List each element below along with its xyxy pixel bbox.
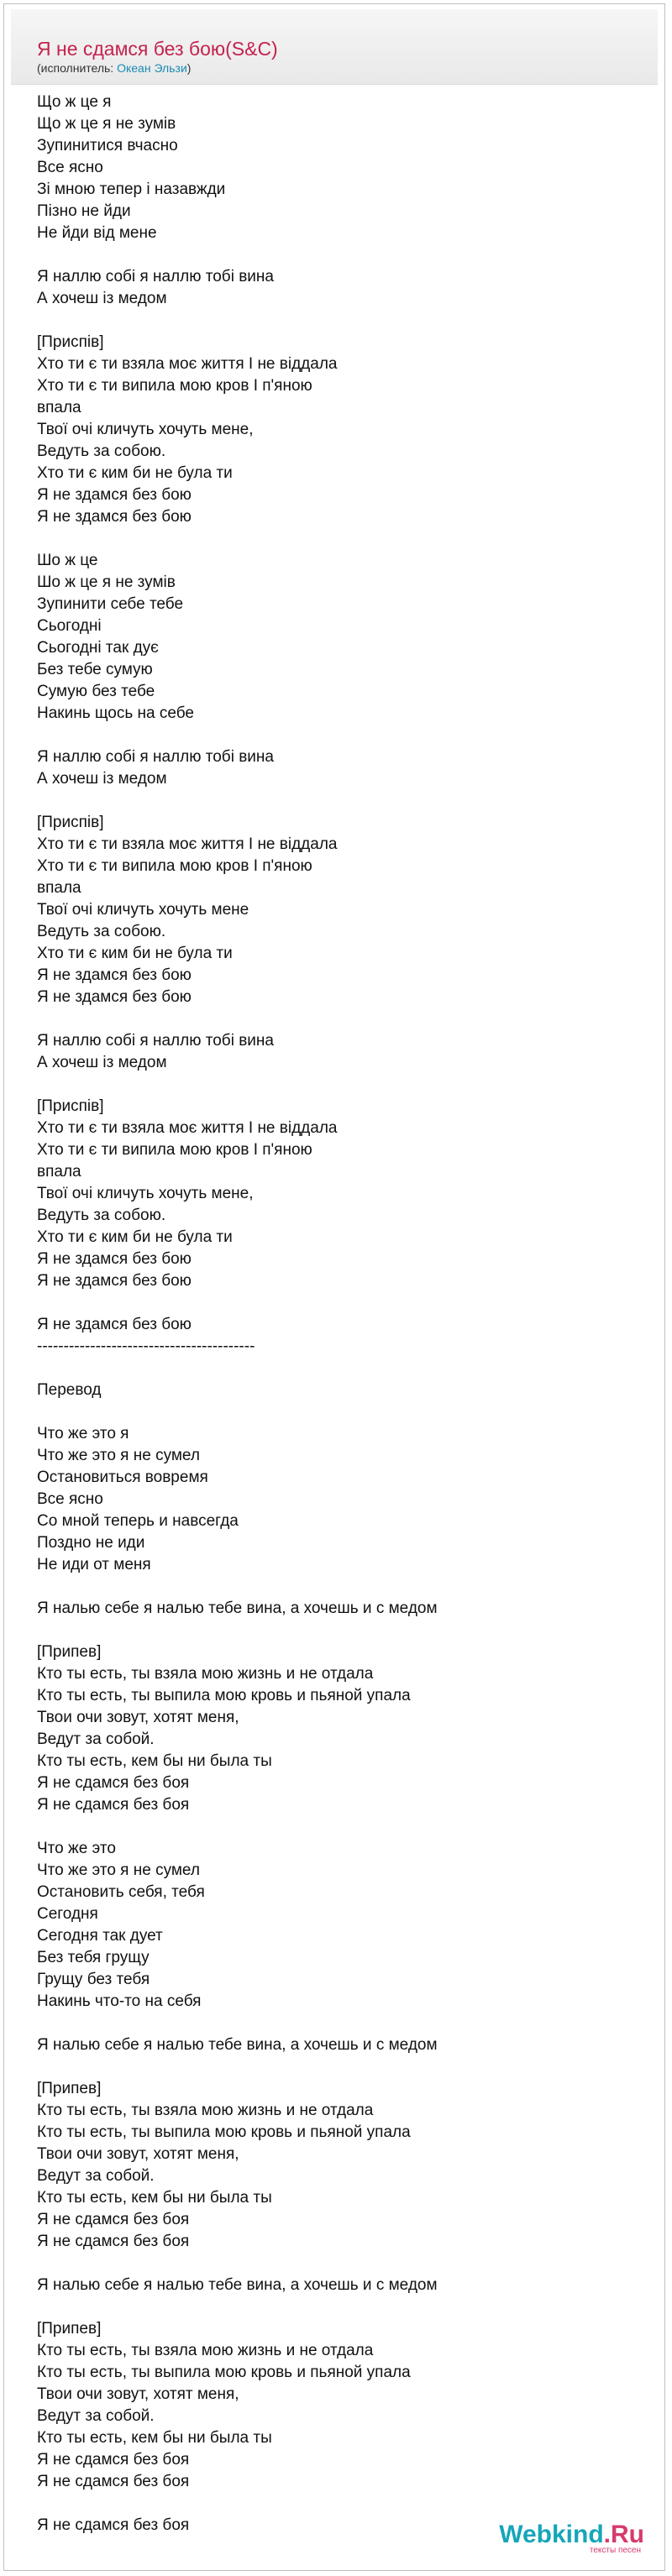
lyric-line: Я не сдамся без боя (37, 2516, 190, 2534)
lyric-line: Ведуть за собою. (37, 1207, 166, 1224)
lyric-line: Без тебе сумую (37, 661, 153, 678)
lyric-line: Я не сдамся без боя (37, 2233, 190, 2250)
lyric-line: Что же это я не сумел (37, 1447, 200, 1464)
lyric-line: Я не сдамся без боя (37, 2451, 190, 2469)
lyric-line: [Приспів] (37, 1097, 104, 1115)
lyric-line: Пізно не йди (37, 202, 131, 220)
lyric-line (37, 528, 664, 550)
lyric-line: Хто ти є ким би не була ти (37, 1228, 233, 1246)
lyric-line: впала (37, 879, 81, 897)
lyric-line: Ведуть за собою. (37, 442, 166, 460)
lyric-line: Зупинитися вчасно (37, 137, 178, 154)
lyric-line (37, 790, 664, 812)
lyric-line: Хто ти є ти випила мою кров І п'яною (37, 1141, 312, 1159)
lyric-line: Сегодня (37, 1905, 98, 1923)
lyric-line: Зі мною тепер і назавжди (37, 181, 226, 198)
lyric-line: Твои очи зовут, хотят меня, (37, 2145, 239, 2163)
lyric-line: Кто ты есть, ты взяла мою жизнь и не отдала (37, 2102, 374, 2119)
lyric-line (37, 1008, 664, 1030)
lyric-line (37, 1816, 664, 1838)
lyric-line: Все ясно (37, 1490, 103, 1508)
lyric-line: Я не здамся без бою (37, 486, 192, 504)
lyric-line: Поздно не иди (37, 1534, 145, 1552)
lyric-line: Не йди від мене (37, 224, 157, 242)
lyric-line: Ведут за собой. (37, 1730, 155, 1748)
lyric-line: Сегодня так дует (37, 1927, 163, 1945)
lyric-line: Перевод (37, 1381, 102, 1399)
lyric-line: Я не здамся без бою (37, 1250, 192, 1268)
lyric-line: Кто ты есть, ты взяла мою жизнь и не отдала (37, 1665, 374, 1683)
lyric-line: Хто ти є ким би не була ти (37, 464, 233, 482)
lyric-line: Ведуть за собою. (37, 923, 166, 940)
lyric-line: Со мной теперь и навсегда (37, 1512, 239, 1530)
page-frame (3, 3, 665, 2571)
lyric-line: впала (37, 1163, 81, 1181)
lyric-line: Не иди от меня (37, 1556, 151, 1573)
song-header (11, 9, 658, 85)
lyric-line: ----------------------------------------- (37, 1338, 255, 1355)
lyric-line: Без тебя грущу (37, 1949, 150, 1966)
lyric-line: [Припев] (37, 1643, 102, 1661)
lyric-line: Твои очи зовут, хотят меня, (37, 1709, 239, 1726)
lyric-line: Кто ты есть, ты выпила мою кровь и пьяной упала (37, 2123, 411, 2141)
lyric-line: Твои очи зовут, хотят меня, (37, 2385, 239, 2403)
lyric-line (37, 244, 664, 266)
lyric-line: Хто ти є ти взяла моє життя І не віддала (37, 835, 338, 853)
lyric-line: Хто ти є ти взяла моє життя І не віддала (37, 1119, 338, 1137)
lyric-line: Сьогодні так дує (37, 639, 159, 657)
lyric-line (37, 2013, 664, 2034)
lyric-line: Я не здамся без бою (37, 1272, 192, 1290)
lyric-line: [Припев] (37, 2320, 102, 2338)
lyric-line: Я не сдамся без боя (37, 1796, 190, 1814)
lyric-line: [Приспів] (37, 333, 104, 351)
lyric-line: Хто ти є ким би не була ти (37, 945, 233, 962)
lyric-line: Остановиться вовремя (37, 1469, 208, 1486)
lyric-line: Кто ты есть, кем бы ни была ты (37, 2189, 272, 2207)
lyric-line: Шо ж це (37, 552, 98, 569)
lyric-line: Я налью себе я налью тебе вина, а хочешь и с медом (37, 2276, 438, 2294)
lyric-line: Зупинити себе тебе (37, 595, 184, 613)
lyric-line (37, 2296, 664, 2318)
lyric-line: Я не сдамся без боя (37, 1774, 190, 1792)
lyric-line: Хто ти є ти випила мою кров І п'яною (37, 377, 312, 395)
lyric-line (37, 2253, 664, 2275)
lyric-line: Я наллю собі я наллю тобі вина (37, 748, 274, 766)
lyric-line: Кто ты есть, кем бы ни была ты (37, 2429, 272, 2447)
lyric-line: Я наллю собі я наллю тобі вина (37, 1032, 274, 1050)
lyric-line: Кто ты есть, ты взяла мою жизнь и не отдала (37, 2342, 374, 2359)
lyric-line: Я налью себе я налью тебе вина, а хочешь и с медом (37, 2036, 438, 2054)
lyric-line: Що ж це я (37, 93, 112, 111)
logo-tld: .Ru (603, 2521, 644, 2548)
lyric-line: Сьогодні (37, 617, 102, 635)
performer-suffix: ) (186, 61, 192, 75)
lyric-line: Накинь щось на себе (37, 704, 194, 722)
lyric-line: Я не здамся без бою (37, 508, 192, 526)
lyrics-text (4, 85, 664, 2537)
logo-name: Webkind (499, 2521, 604, 2548)
lyric-line: Что же это я (37, 1425, 129, 1442)
lyric-line: А хочеш із медом (37, 290, 167, 307)
lyric-line (37, 2056, 664, 2078)
lyric-line: Остановить себя, тебя (37, 1883, 205, 1901)
lyric-line: Що ж це я не зумів (37, 115, 176, 133)
lyric-line (37, 1401, 664, 1423)
lyric-line: Все ясно (37, 159, 103, 176)
lyric-line (37, 310, 664, 332)
logo-tagline: тексты песен (589, 2546, 641, 2555)
lyric-line: Грущу без тебя (37, 1971, 150, 1988)
lyric-line: Хто ти є ти випила мою кров І п'яною (37, 857, 312, 875)
lyric-line: Я не здамся без бою (37, 966, 192, 984)
artist-link[interactable]: Океан Эльзи (117, 61, 187, 75)
lyric-line: Ведут за собой. (37, 2167, 155, 2185)
lyric-line: Кто ты есть, кем бы ни была ты (37, 1752, 272, 1770)
lyric-line: Я не сдамся без боя (37, 2211, 190, 2228)
lyric-line: А хочеш із медом (37, 1054, 167, 1071)
lyric-line: Что же это я не сумел (37, 1861, 200, 1879)
lyric-line (37, 1620, 664, 1641)
lyric-line (37, 1358, 664, 1380)
lyric-line: А хочеш із медом (37, 770, 167, 788)
lyric-line: Твої очі кличуть хочуть мене, (37, 1185, 254, 1202)
lyric-line: впала (37, 399, 81, 416)
lyric-line: Что же это (37, 1840, 116, 1857)
lyric-line: [Приспів] (37, 814, 104, 831)
lyric-line (37, 1074, 664, 1096)
performer-prefix: (исполнитель: (37, 61, 118, 75)
performer-line (37, 61, 658, 75)
lyric-line (37, 2493, 664, 2515)
logo-wordmark (499, 2522, 644, 2547)
song-title: Я не сдамся без бою(S&C) (37, 38, 278, 60)
lyric-line: Ведут за собой. (37, 2407, 155, 2425)
lyric-line: Сумую без тебе (37, 683, 155, 700)
lyric-line: Твої очі кличуть хочуть мене, (37, 421, 254, 438)
lyric-line: Кто ты есть, ты выпила мою кровь и пьяной упала (37, 1687, 411, 1704)
site-logo[interactable] (499, 2522, 644, 2555)
lyric-line: Я не сдамся без боя (37, 2473, 190, 2490)
lyric-line (37, 725, 664, 746)
lyric-line: Я не здамся без бою (37, 1316, 192, 1333)
lyric-line: Накинь что-то на себя (37, 1992, 202, 2010)
lyric-line: Я наллю собі я наллю тобі вина (37, 268, 274, 285)
lyric-line: Твої очі кличуть хочуть мене (37, 901, 249, 919)
lyric-line (37, 1576, 664, 1598)
lyric-line: Я налью себе я налью тебе вина, а хочешь и с медом (37, 1600, 438, 1617)
lyric-line: Я не здамся без бою (37, 988, 192, 1006)
lyric-line: Кто ты есть, ты выпила мою кровь и пьяной упала (37, 2364, 411, 2381)
lyric-line: Шо ж це я не зумів (37, 573, 176, 591)
lyric-line (37, 1292, 664, 1314)
lyric-line: Хто ти є ти взяла моє життя І не віддала (37, 355, 338, 373)
lyric-line: [Припев] (37, 2080, 102, 2097)
